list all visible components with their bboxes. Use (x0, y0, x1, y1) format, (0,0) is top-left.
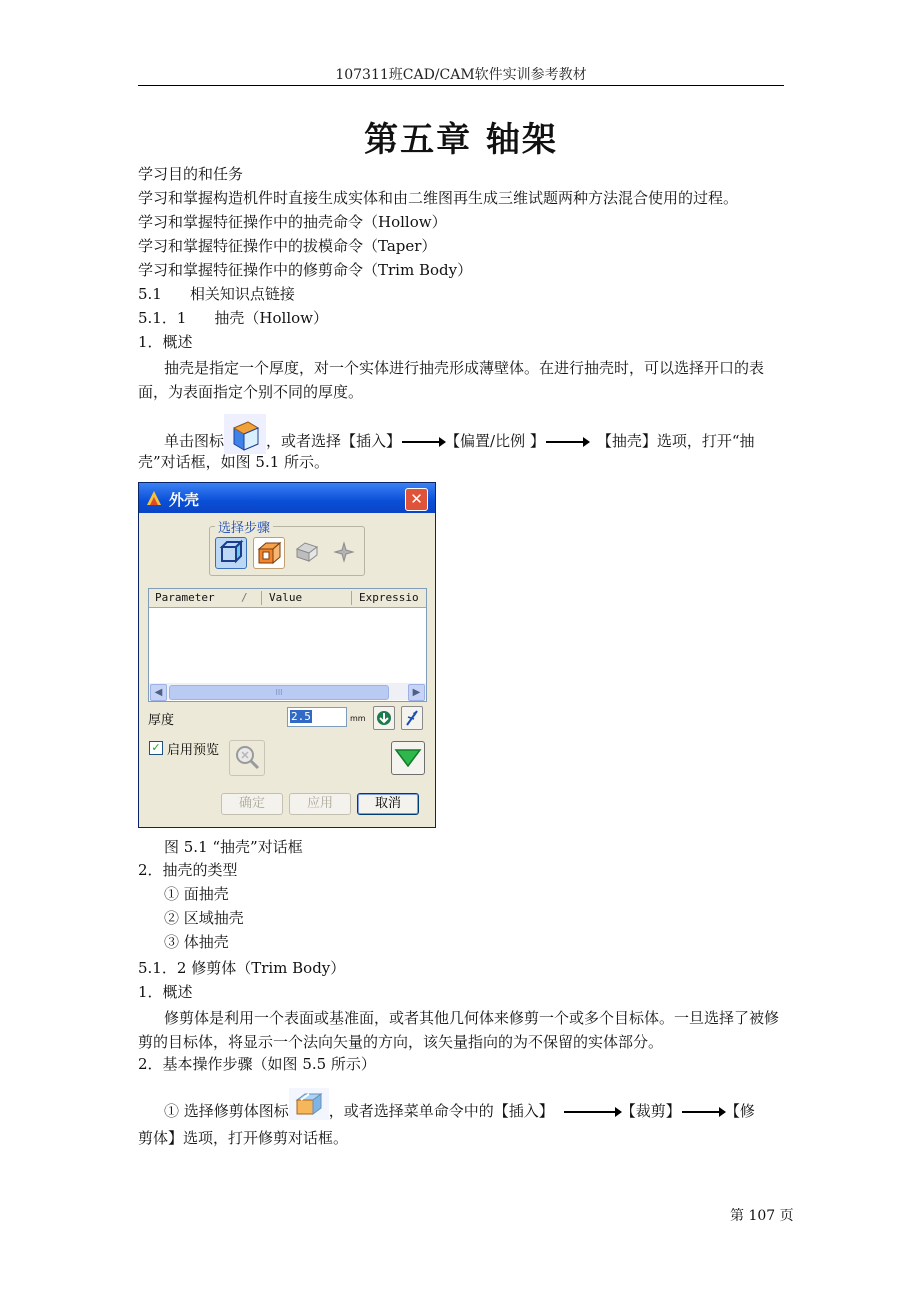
objective-item: 学习和掌握特征操作中的抽壳命令（Hollow） (138, 213, 447, 231)
hollow-instruction-line2: 壳”对话框，如图 5.1 所示。 (138, 453, 330, 471)
show-result-button[interactable] (229, 740, 265, 776)
section-5-1-2-heading (138, 958, 345, 978)
shell-dialog (138, 482, 436, 828)
preview-label: 启用预览 (167, 743, 220, 758)
objectives-heading: 学习目的和任务 (138, 165, 244, 183)
horizontal-scrollbar[interactable] (149, 683, 426, 700)
objective-item: 学习和掌握构造机件时直接生成实体和由二维图再生成三维试题两种方法混合使用的过程。 (138, 189, 739, 207)
shell-types-heading: 2．抽壳的类型 (138, 861, 238, 879)
down-arrow-icon (374, 707, 394, 729)
shell-face-icon (254, 538, 284, 568)
section-5-1-1-heading (138, 308, 328, 328)
instruction-text: 【修 (724, 1102, 755, 1120)
thickness-label: 厚度 (148, 713, 175, 728)
instruction-text: 单击图标 (164, 432, 225, 450)
instruction-text: ，或者选择菜单命令中的【插入】 (328, 1102, 554, 1120)
section-title: 修剪体（Trim Body） (191, 959, 346, 977)
apply-button[interactable]: 应用 (289, 793, 351, 815)
table-header (149, 589, 426, 608)
magnifier-icon (230, 741, 264, 775)
instruction-text: 【偏置/比例 】 (445, 432, 545, 450)
ok-button[interactable]: 确定 (221, 793, 283, 815)
cube-icon (216, 538, 246, 568)
section-5-1-heading (138, 284, 295, 304)
section-number: 5.1．2 (138, 959, 187, 977)
section-number: 5.1 (138, 285, 162, 303)
chapter-title: 第五章 轴架 (364, 120, 558, 160)
shell-type-item: ② 区域抽壳 (164, 909, 244, 927)
hollow-overview-paragraph: 抽壳是指定一个厚度，对一个实体进行抽壳形成薄壁体。在进行抽壳时，可以选择开口的表面，为表面指定个别不同的厚度。 (138, 359, 765, 401)
section-number: 5.1．1 (138, 309, 187, 327)
instruction-text: ，或者选择【插入】 (266, 432, 402, 450)
thickness-options-button[interactable] (373, 706, 395, 730)
dialog-title: 外壳 (169, 491, 200, 509)
overview-heading: 1．概述 (138, 983, 193, 1001)
running-head: 107311班CAD/CAM软件实训参考教材 (335, 67, 587, 83)
reverse-direction-icon (402, 707, 422, 729)
expand-options-button[interactable] (391, 741, 425, 775)
column-header-expression[interactable]: Expressio (359, 591, 419, 604)
close-button[interactable]: ✕ (405, 488, 428, 511)
step-target-body-button[interactable] (215, 537, 247, 569)
instruction-text: 【抽壳】选项，打开“抽 (596, 432, 755, 450)
nx-app-icon (145, 489, 163, 507)
sort-indicator-icon: / (241, 591, 248, 604)
objective-item: 学习和掌握特征操作中的修剪命令（Trim Body） (138, 261, 473, 279)
steps-heading: 2．基本操作步骤（如图 5.5 所示） (138, 1055, 376, 1073)
column-header-value[interactable]: Value (263, 591, 352, 605)
figure-caption: 图 5.1 “抽壳”对话框 (164, 838, 303, 856)
objective-item: 学习和掌握特征操作中的拔模命令（Taper） (138, 237, 437, 255)
header-divider (138, 85, 784, 86)
preview-checkbox[interactable]: ✓ (149, 741, 163, 755)
scroll-left-button[interactable]: ◀ (150, 684, 167, 701)
step-extra-button[interactable] (331, 539, 357, 565)
thickness-input[interactable] (287, 707, 347, 727)
scroll-thumb[interactable]: III (169, 685, 389, 700)
page-number: 第 107 页 (730, 1208, 794, 1224)
thickness-value: 2.5 (291, 710, 311, 723)
sparkle-icon (331, 539, 357, 565)
shell-feature-icon (224, 414, 266, 454)
menu-arrow-icon (564, 1111, 620, 1113)
section-title: 相关知识点链接 (189, 285, 295, 303)
trim-step-line (164, 1096, 755, 1128)
instruction-text: ① 选择修剪体图标 (164, 1102, 289, 1120)
shell-type-item: ① 面抽壳 (164, 885, 229, 903)
menu-arrow-icon (682, 1111, 724, 1113)
instruction-text: 【裁剪】 (620, 1102, 681, 1120)
scroll-right-button[interactable]: ▶ (408, 684, 425, 701)
section-title: 抽壳（Hollow） (214, 309, 328, 327)
menu-arrow-icon (546, 441, 588, 443)
step-faces-button[interactable] (253, 537, 285, 569)
menu-arrow-icon (402, 441, 444, 443)
column-label: Parameter (155, 591, 215, 604)
column-header-parameter[interactable] (149, 591, 262, 605)
chevron-down-icon (392, 742, 424, 774)
trim-body-icon (289, 1088, 329, 1120)
step-alternate-thickness-button[interactable] (291, 537, 321, 567)
shell-type-item: ③ 体抽壳 (164, 933, 229, 951)
cancel-button[interactable]: 取消 (357, 793, 419, 815)
reverse-direction-button[interactable] (401, 706, 423, 730)
trim-step-line2: 剪体】选项，打开修剪对话框。 (138, 1129, 349, 1147)
trim-overview-paragraph: 修剪体是利用一个表面或基准面，或者其他几何体来修剪一个或多个目标体。一旦选择了被修剪的目标体，将显示一个法向矢量的方向，该矢量指向的为不保留的实体部分。 (138, 1009, 780, 1051)
dialog-titlebar[interactable] (139, 483, 435, 513)
thickness-faces-icon (291, 537, 321, 567)
thickness-unit: mm (350, 714, 366, 723)
overview-heading: 1．概述 (138, 333, 193, 351)
parameter-table[interactable] (148, 588, 427, 702)
selection-steps-label: 选择步骤 (215, 517, 273, 536)
